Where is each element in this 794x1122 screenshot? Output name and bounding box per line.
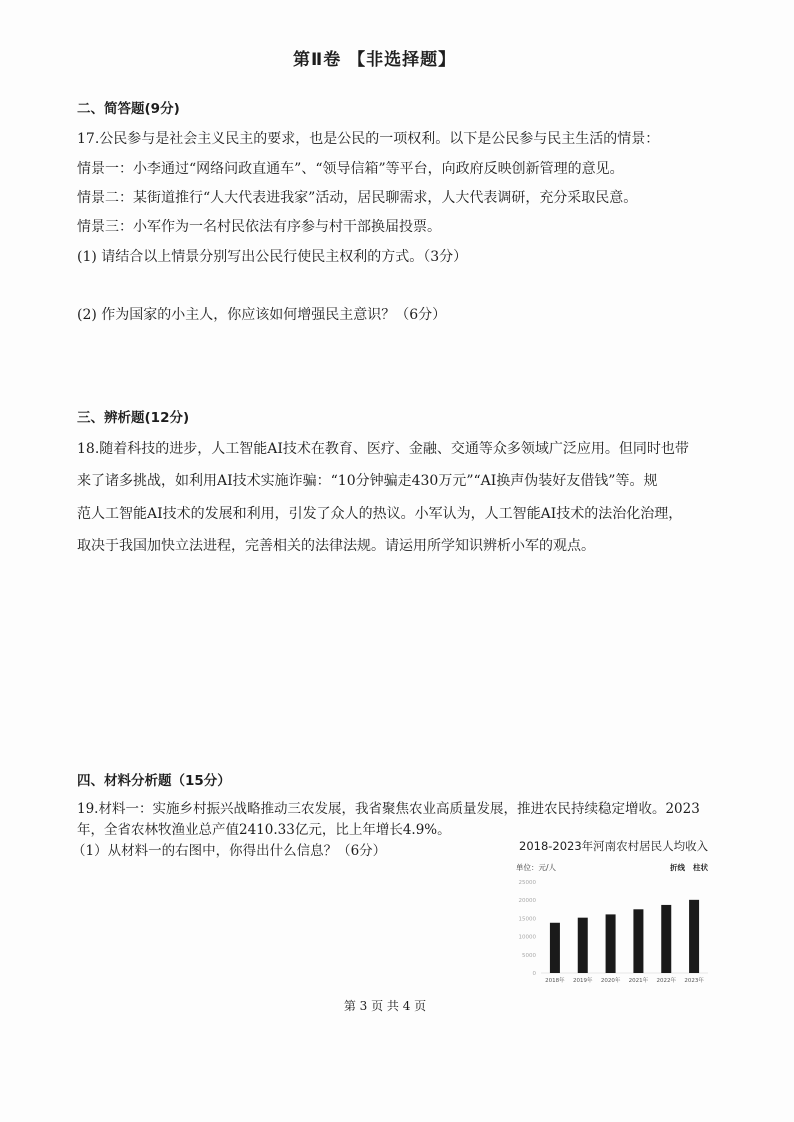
q17-stem: 17.公民参与是社会主义民主的要求，也是公民的一项权利。以下是公民参与民主生活的情景： [77,131,660,147]
section-title: 第Ⅱ卷 【非选择题】 [293,50,457,70]
x-tick-label: 2023年 [684,978,704,984]
q17-scene-3: 情景三：小军作为一名村民依法有序参与村干部换届投票。 [77,219,441,235]
income-bar [578,918,588,973]
income-bar [550,923,560,973]
q17-sub-question-2: (2) 作为国家的小主人，你应该如何增强民主意识？（6分） [77,307,447,323]
income-bar [661,905,671,973]
q18-line: 取决于我国加快立法进程，完善相关的法律法规。请运用所学知识辨析小军的观点。 [77,538,595,554]
chart-unit-label: 单位：元/人 [516,863,557,872]
x-tick-label: 2019年 [573,978,593,984]
y-tick-label: 20000 [518,898,536,905]
income-bar-chart [500,875,720,990]
y-tick-label: 0 [532,971,536,977]
x-tick-label: 2021年 [628,978,649,984]
income-bar [606,914,616,973]
q17-scene-1: 情景一：小李通过“网络问政直通车”、“领导信箱”等平台，向政府反映创新管理的意见。 [77,161,624,177]
x-tick-label: 2018年 [545,978,565,984]
q17-sub-question-1: (1) 请结合以上情景分别写出公民行使民主权利的方式。（3分） [77,249,468,265]
income-bar [633,909,643,973]
chart-toggle-bar: 柱状 [693,863,708,872]
x-tick-label: 2022年 [656,978,676,984]
chart-type-toggles [670,863,708,873]
q18-line: 来了诸多挑战，如利用AI技术实施诈骗：“10分钟骗走430万元”“AI换声伪装好友借钱”等。规 [77,473,658,489]
chart-title: 2018-2023年河南农村居民人均收入 [519,839,709,853]
y-tick-label: 15000 [518,916,536,923]
q18-line: 18.随着科技的进步，人工智能AI技术在教育、医疗、金融、交通等众多领域广泛应用。但同时也带 [77,441,689,457]
q19-heading: 四、材料分析题（15分） [77,773,231,789]
y-tick-label: 25000 [518,880,536,886]
q19-material-line: 年，全省农林牧渔业总产值2410.33亿元，比上年增长4.9%。 [77,822,451,838]
q17-scene-2: 情景二：某街道推行“人大代表进我家”活动，居民聊需求，人大代表调研，充分采取民意。 [77,190,638,206]
page-footer: 第 3 页 共 4 页 [343,999,427,1013]
q18-line: 范人工智能AI技术的发展和利用，引发了众人的热议。小军认为，人工智能AI技术的法治化治理， [77,506,683,522]
q18-heading: 三、辨析题(12分) [77,410,190,426]
q19-material-line: 19.材料一：实施乡村振兴战略推动三农发展，我省聚焦农业高质量发展，推进农民持续稳定增收。2023 [77,801,700,817]
chart-toggle-line: 折线 [670,863,685,872]
x-tick-label: 2020年 [600,978,621,984]
q17-heading: 二、简答题(9分) [77,101,180,117]
y-tick-label: 10000 [518,934,536,941]
income-bar [689,900,699,973]
q19-sub-question-1: （1）从材料一的右图中，你得出什么信息？（6分） [72,843,387,859]
y-tick-label: 5000 [522,952,536,959]
